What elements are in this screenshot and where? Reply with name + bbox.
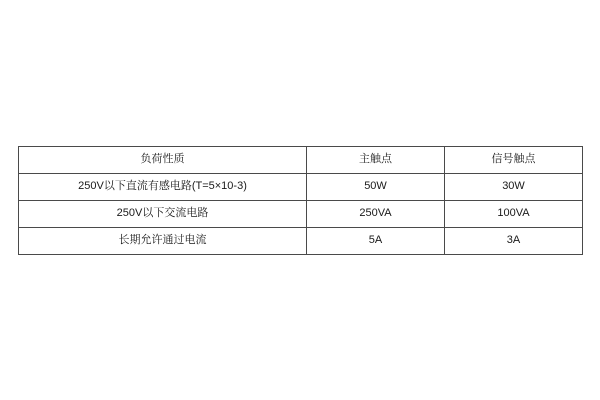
cell-load-type: 长期允许通过电流 — [19, 228, 307, 255]
cell-main-contact: 250VA — [307, 201, 445, 228]
column-header-main-contact: 主触点 — [307, 147, 445, 174]
table-row — [19, 174, 583, 201]
cell-load-type: 250V以下直流有感电路(T=5×10-3) — [19, 174, 307, 201]
contact-capacity-table — [18, 146, 583, 255]
cell-signal-contact: 30W — [445, 174, 583, 201]
column-header-load-type: 负荷性质 — [19, 147, 307, 174]
cell-signal-contact: 3A — [445, 228, 583, 255]
cell-load-type: 250V以下交流电路 — [19, 201, 307, 228]
column-header-signal-contact: 信号触点 — [445, 147, 583, 174]
cell-signal-contact: 100VA — [445, 201, 583, 228]
cell-main-contact: 5A — [307, 228, 445, 255]
table-row — [19, 201, 583, 228]
table-row — [19, 228, 583, 255]
table-header-row — [19, 147, 583, 174]
spec-table-container — [18, 146, 582, 255]
cell-main-contact: 50W — [307, 174, 445, 201]
